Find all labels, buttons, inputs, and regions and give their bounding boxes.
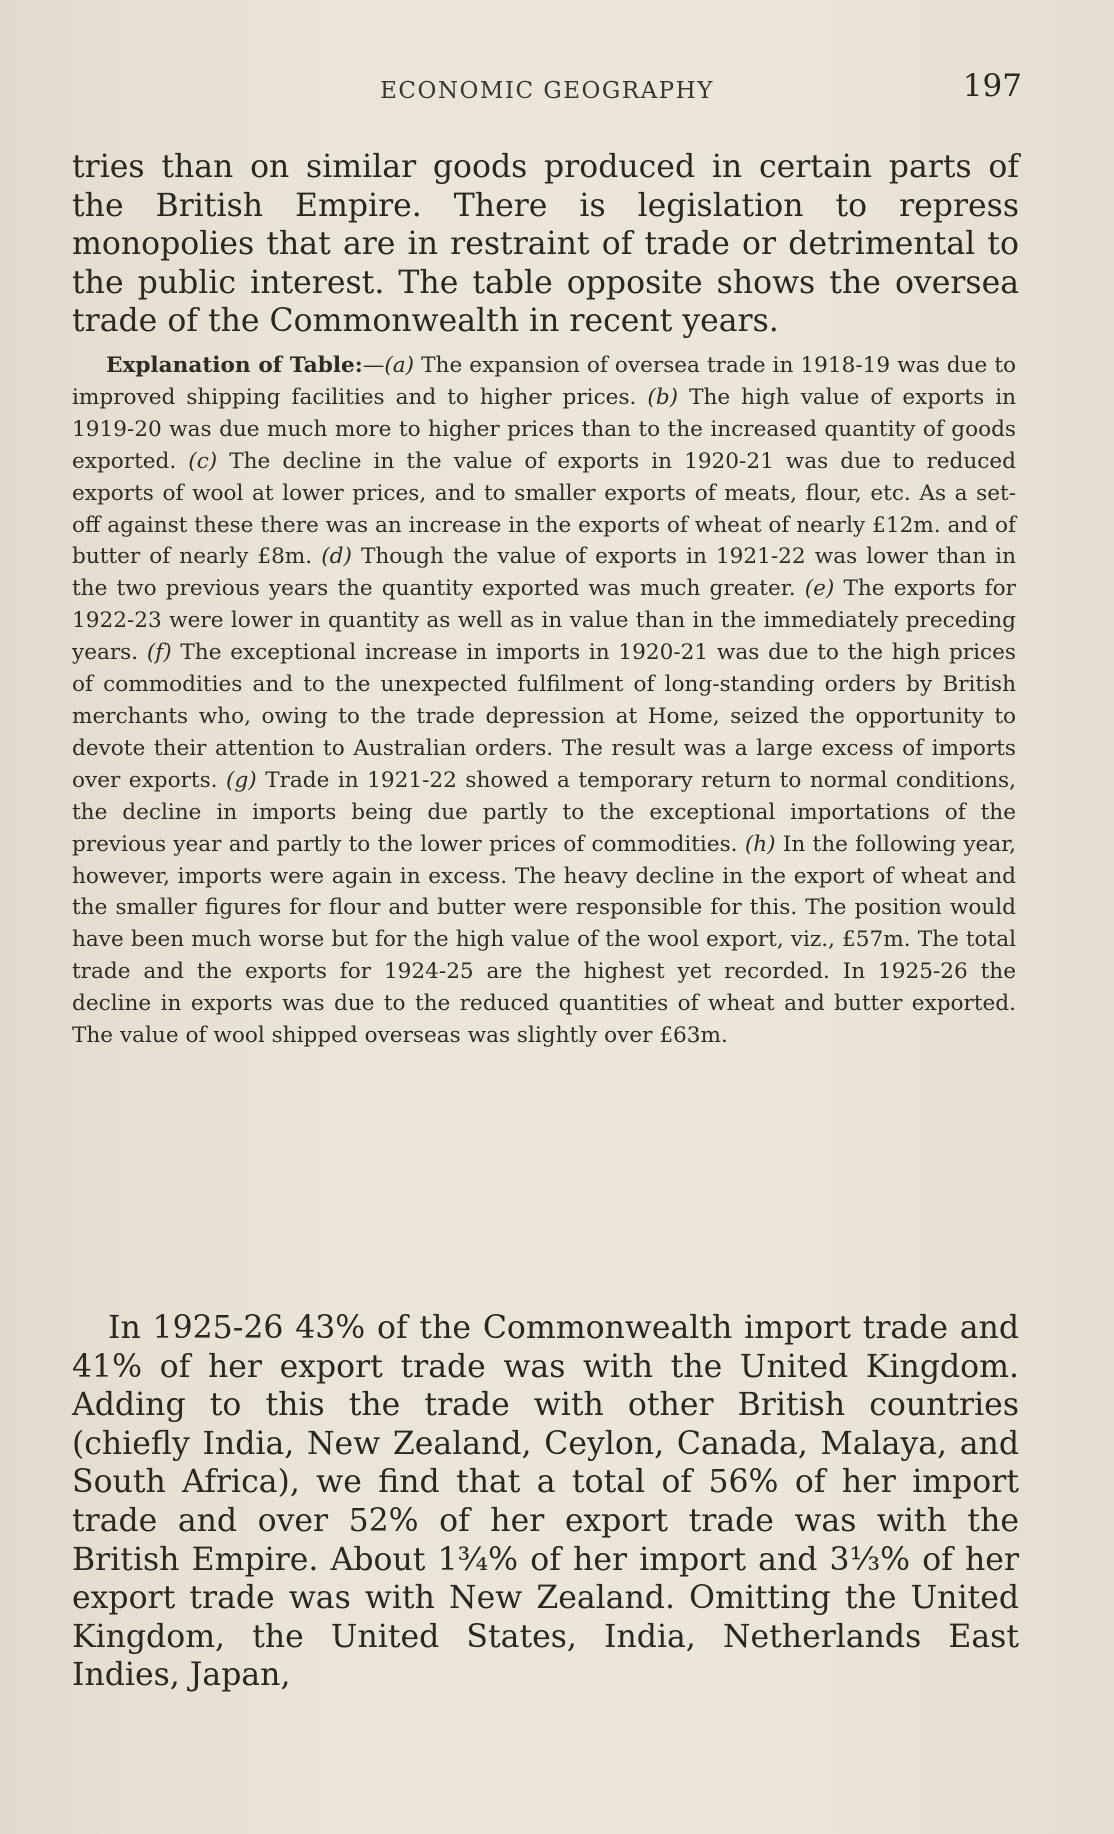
page-header (72, 68, 1022, 112)
running-head: ECONOMIC GEOGRAPHY (380, 78, 714, 104)
note-mark-c: (c) (188, 448, 218, 474)
note-text-c: The decline in the value of exports in 1920-21 was due to reduced exports of wool at lower prices, and to smaller exports of meats, flour, etc. As a set-off against these there was an increase in the exports of wheat of nearly £12m. and of butter of nearly £8m. (72, 448, 1016, 570)
note-text-a: The expansion of oversea trade in 1918-19 was due to improved shipping facilities and to higher prices. (72, 353, 1016, 410)
note-mark-d: (d) (321, 544, 352, 570)
note-mark-f: (f) (146, 640, 172, 666)
page-number: 197 (962, 68, 1022, 104)
explanation-label: Explanation of Table: (106, 353, 363, 378)
explanation-paragraph (72, 350, 1016, 1052)
note-text-f: The exceptional increase in imports in 1920-21 was due to the high prices of commodities and to the unexpected fulfilment of long-standing orders by British merchants who, owing to the trade depression at Home, seized the opportunity to devote their attention to Australian orders. The result was a large excess of imports over exports. (72, 640, 1016, 793)
note-mark-e: (e) (804, 576, 835, 602)
note-text-h: In the following year, however, imports were again in excess. The heavy decline in the export of wheat and the smaller figures for flour and butter were responsible for this. The position would have been much worse but for the high value of the wool export, viz., £57m. The total trade and the exports for 1924-25 are the highest yet recorded. In 1925-26 the decline in exports was due to the reduced quantities of wheat and butter exported. The value of wool shipped overseas was slightly over £63m. (72, 831, 1017, 1049)
note-mark-g: (g) (226, 767, 257, 793)
note-mark-b: (b) (647, 384, 679, 410)
trade-share-paragraph-block (72, 1309, 1019, 1695)
table-explanation (72, 350, 1016, 1052)
note-mark-a: (a) (384, 353, 415, 378)
note-text-e: The exports for 1922-23 were lower in quantity as well as in value than in the immediately preceding years. (72, 576, 1016, 666)
note-mark-h: (h) (744, 831, 776, 857)
opening-paragraph-block (72, 148, 1019, 341)
opening-paragraph: tries than on similar goods produced in certain parts of the British Empire. There is legislation to repress monopolies that are in restraint of trade or detrimental to the public interest. The table opposite shows the oversea trade of the Commonwealth in recent years. (72, 149, 1019, 340)
note-text-g: Trade in 1921-22 showed a temporary return to normal conditions, the decline in imports being due partly to the exceptional importations of the previous year and partly to the lower prices of commodities. (72, 767, 1016, 857)
trade-share-paragraph: In 1925-26 43% of the Commonwealth import trade and 41% of her export trade was with the United Kingdom. Adding to this the trade with other British countries (chiefly India, New Zealand, Ceylon, Canada, Malaya, and South Africa), we find that a total of 56% of her import trade and over 52% of her export trade was with the British Empire. About 1¾% of her import and 3⅓% of her export trade was with New Zealand. Omitting the United Kingdom, the United States, India, Netherlands East Indies, Japan, (72, 1310, 1019, 1694)
note-text-b: The high value of exports in 1919-20 was due much more to higher prices than to the increased quantity of goods exported. (72, 384, 1017, 474)
note-text-d: Though the value of exports in 1921-22 was lower than in the two previous years the quantity exported was much greater. (72, 544, 1016, 602)
explanation-dash: — (362, 353, 385, 378)
